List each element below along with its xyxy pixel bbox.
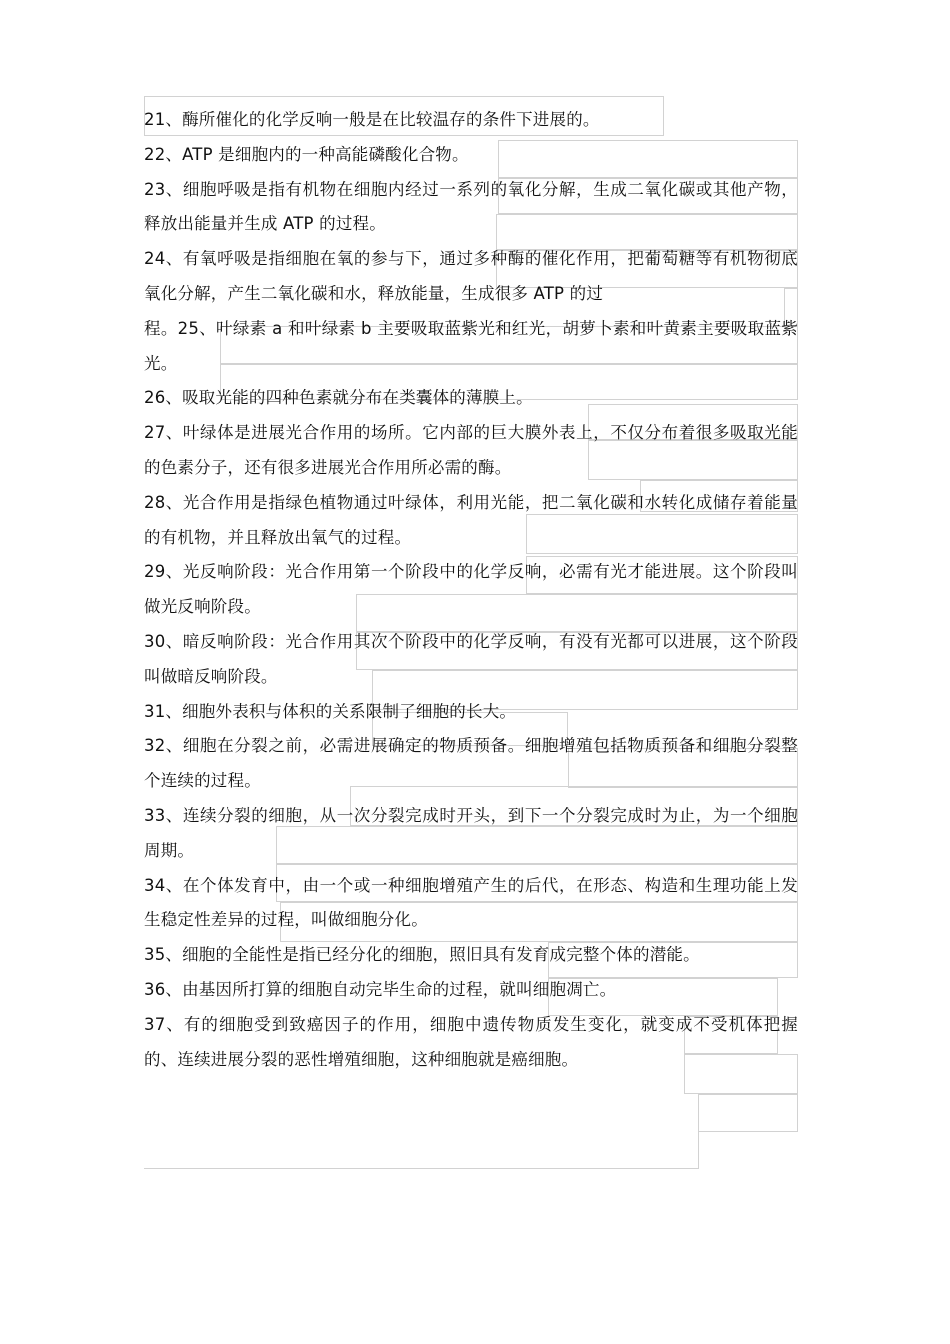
- paragraph-22: 22、ATP 是细胞内的一种高能磷酸化合物。: [144, 144, 469, 164]
- document-body: [144, 103, 798, 1077]
- paragraph-31: 31、细胞外表积与体积的关系限制了细胞的长大。: [144, 701, 517, 721]
- paragraph-36: 36、由基因所打算的细胞自动完毕生命的过程，就叫细胞凋亡。: [144, 979, 617, 999]
- paragraph-37: 37、有的细胞受到致癌因子的作用，细胞中遗传物质发生变化，就变成不受机体把握的、连续进展分裂的恶性增殖细胞，这种细胞就是癌细胞。: [144, 1014, 798, 1069]
- paragraph-25: 程。25、叶绿素 a 和叶绿素 b 主要吸取蓝紫光和红光，胡萝卜素和叶黄素主要吸取蓝紫光。: [144, 318, 798, 373]
- frame-line: [698, 1132, 699, 1168]
- paragraph-34: 34、在个体发育中，由一个或一种细胞增殖产生的后代，在形态、构造和生理功能上发生稳定性差异的过程，叫做细胞分化。: [144, 875, 798, 930]
- paragraph-23: 23、细胞呼吸是指有机物在细胞内经过一系列的氧化分解，生成二氧化碳或其他产物，释放出能量并生成 ATP 的过程。: [144, 179, 798, 234]
- paragraph-33: 33、连续分裂的细胞，从一次分裂完成时开头，到下一个分裂完成时为止，为一个细胞周期。: [144, 805, 798, 860]
- paragraph-35: 35、细胞的全能性是指已经分化的细胞，照旧具有发育成完整个体的潜能。: [144, 945, 700, 965]
- frame-box: [698, 1094, 798, 1132]
- paragraph-27: 27、叶绿体是进展光合作用的场所。它内部的巨大膜外表上，不仅分布着很多吸取光能的色素分子，还有很多进展光合作用所必需的酶。: [144, 423, 798, 477]
- paragraph-21: 21、酶所催化的化学反响一般是在比较温存的条件下进展的。: [144, 110, 600, 129]
- frame-line: [144, 1168, 699, 1169]
- paragraph-32: 32、细胞在分裂之前，必需进展确定的物质预备。细胞增殖包括物质预备和细胞分裂整个连续的过程。: [144, 736, 798, 791]
- paragraph-28: 28、光合作用是指绿色植物通过叶绿体，利用光能，把二氧化碳和水转化成储存着能量的有机物，并且释放出氧气的过程。: [144, 492, 798, 547]
- paragraph-30: 30、暗反响阶段：光合作用其次个阶段中的化学反响，有没有光都可以进展，这个阶段叫做暗反响阶段。: [144, 631, 798, 686]
- paragraph-24: 24、有氧呼吸是指细胞在氧的参与下，通过多种酶的催化作用，把葡萄糖等有机物彻底氧化分解，产生二氧化碳和水，释放能量，生成很多 ATP 的过: [144, 249, 798, 303]
- paragraph-29: 29、光反响阶段：光合作用第一个阶段中的化学反响，必需有光才能进展。这个阶段叫做光反响阶段。: [144, 562, 798, 617]
- paragraph-26: 26、吸取光能的四种色素就分布在类囊体的薄膜上。: [144, 388, 533, 408]
